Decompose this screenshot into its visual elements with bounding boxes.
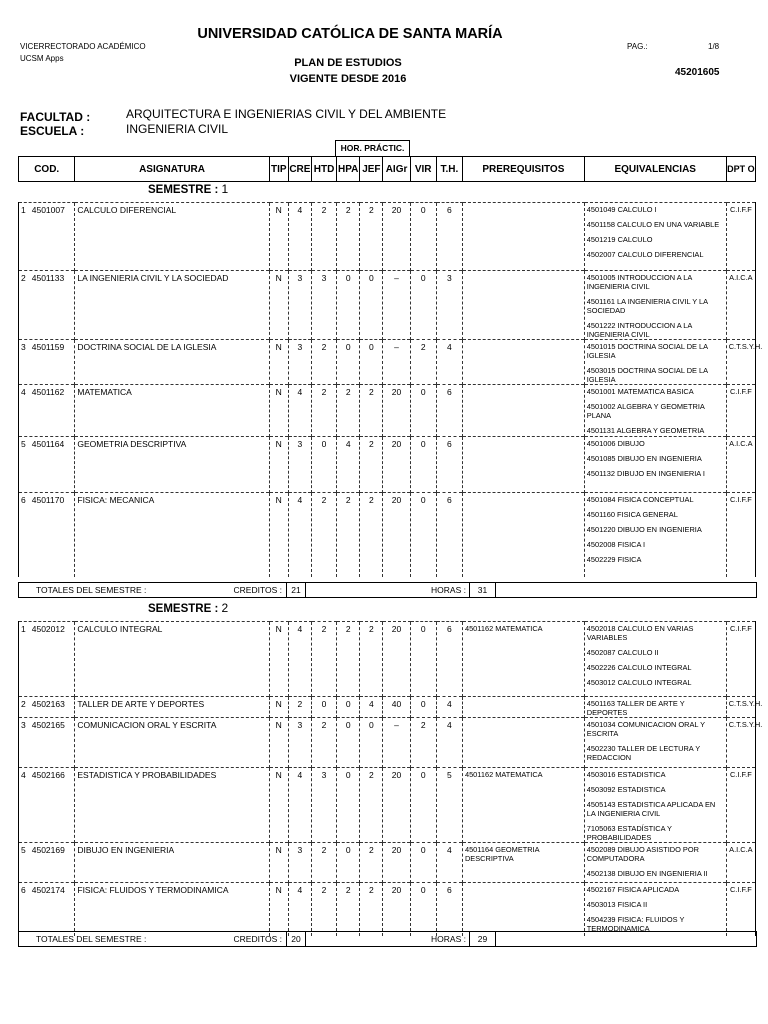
col-cod: COD. [19,157,75,182]
equivalencia-item: 4502018 CALCULO EN VARIAS VARIABLES [586,624,694,642]
cell-th: 5 [436,768,462,843]
course-code-cell [19,203,75,271]
cell-cre: 4 [288,768,311,843]
cell-dpto: C.I.F.F [726,622,755,697]
cell-htd: 2 [311,493,336,577]
cell-hpa: 2 [337,622,360,697]
col-hpa: HPA [337,157,360,182]
cell-dpto: C.T.S.Y.H. [726,718,755,768]
cell-aigr: 20 [383,843,410,883]
cell-pre: 4501164 GEOMETRIA DESCRIPTIVA [462,843,584,883]
equivalencia-item: 4501085 DIBUJO EN INGENIERIA [586,454,702,463]
cell-hpa: 2 [337,203,360,271]
course-code: 4501162 [31,387,65,397]
col-asignatura: ASIGNATURA [75,157,269,182]
row-number: 3 [21,720,26,730]
col-cre: CRE [288,157,311,182]
cell-aigr: 20 [383,493,410,577]
cell-th: 4 [436,843,462,883]
cell-tip: N [269,697,288,718]
course-code-cell [19,493,75,577]
cell-cre: 3 [288,340,311,385]
cell-jef: 2 [360,493,383,577]
cell-htd: 2 [311,203,336,271]
plan-code: 45201605 [675,67,720,78]
equivalencias-cell [584,203,726,271]
course-row [19,340,756,385]
cell-tip: N [269,768,288,843]
hor-practic-header: HOR. PRÁCTIC. [335,140,410,156]
cell-dpto: A.I.C.A [726,843,755,883]
cell-vir: 0 [410,622,436,697]
equivalencia-item: 4501158 CALCULO EN UNA VARIABLE [586,220,720,229]
cell-cre: 4 [288,493,311,577]
course-code-cell [19,883,75,936]
cell-vir: 2 [410,340,436,385]
equivalencia-item: 4501034 COMUNICACION ORAL Y ESCRITA [586,720,705,738]
cell-cre: 3 [288,437,311,493]
row-number: 4 [21,387,26,397]
course-code: 4501007 [31,205,65,215]
equivalencia-item: 4501220 DIBUJO EN INGENIERIA [586,525,702,534]
equivalencia-item: 4501132 DIBUJO EN INGENIERIA I [586,469,705,478]
equivalencias-cell [584,271,726,340]
semester-label: SEMESTRE : [148,184,219,196]
horas-label: HORAS : [306,583,470,598]
cell-aigr: – [383,271,410,340]
row-number: 4 [21,770,26,780]
cell-dpto: C.T.S.Y.H. [726,697,755,718]
cell-tip: N [269,271,288,340]
cell-cre: 4 [288,622,311,697]
course-code-cell [19,843,75,883]
semester-number: 1 [221,182,229,196]
horas-value: 31 [470,583,496,598]
facultad-label: FACULTAD : [20,110,91,124]
cell-name: MATEMATICA [75,385,269,437]
col-tip: TIP [269,157,288,182]
course-row [19,883,756,936]
row-number: 2 [21,699,26,709]
cell-dpto: C.I.F.F [726,203,755,271]
course-code: 4501159 [31,342,65,352]
cell-tip: N [269,340,288,385]
cell-cre: 4 [288,883,311,936]
row-number: 5 [21,439,26,449]
page-number: 1/8 [708,42,720,51]
equivalencia-item: 4501163 TALLER DE ARTE Y DEPORTES [586,699,685,717]
equivalencia-item: 4501002 ALGEBRA Y GEOMETRIA PLANA [586,402,705,420]
row-number: 6 [21,495,26,505]
cell-dpto: A.I.C.A [726,437,755,493]
cell-th: 4 [436,340,462,385]
equivalencia-item: 4505143 ESTADISTICA APLICADA EN LA INGENIERIA CIVIL [586,800,716,818]
cell-jef: 2 [360,843,383,883]
cell-pre [462,340,584,385]
cell-vir: 0 [410,385,436,437]
cell-jef: 4 [360,697,383,718]
cell-dpto: C.I.F.F [726,493,755,577]
cell-tip: N [269,437,288,493]
cell-hpa: 0 [337,271,360,340]
cell-vir: 0 [410,437,436,493]
cell-htd: 2 [311,718,336,768]
cell-aigr: – [383,718,410,768]
cell-jef: 2 [360,385,383,437]
row-number: 6 [21,885,26,895]
course-row [19,843,756,883]
col-equivalencias: EQUIVALENCIAS [584,157,726,182]
course-row [19,493,756,577]
equivalencias-cell [584,768,726,843]
cell-tip: N [269,718,288,768]
cell-th: 6 [436,883,462,936]
cell-pre [462,883,584,936]
equivalencia-item: 4503015 DOCTRINA SOCIAL DE LA IGLESIA [586,366,708,384]
col-htd: HTD [311,157,336,182]
totals-label: TOTALES DEL SEMESTRE : [36,585,147,595]
cell-cre: 3 [288,718,311,768]
col-th: T.H. [436,157,462,182]
equivalencias-cell [584,493,726,577]
cell-pre: 4501162 MATEMATICA [462,622,584,697]
cell-name: TALLER DE ARTE Y DEPORTES [75,697,269,718]
cell-vir: 0 [410,271,436,340]
cell-vir: 0 [410,883,436,936]
equivalencia-item: 4502229 FISICA [586,555,642,564]
course-code-cell [19,768,75,843]
cell-aigr: 40 [383,697,410,718]
cell-cre: 2 [288,697,311,718]
equivalencia-item: 4502087 CALCULO II [586,648,659,657]
equivalencia-item: 4501049 CALCULO I [586,205,657,214]
equivalencia-item: 4501161 LA INGENIERIA CIVIL Y LA SOCIEDAD [586,297,708,315]
cell-vir: 0 [410,768,436,843]
escuela-value: INGENIERIA CIVIL [126,122,229,136]
course-row [19,385,756,437]
course-code-cell [19,718,75,768]
cell-dpto: C.I.F.F [726,768,755,843]
course-code: 4502169 [31,845,65,855]
equivalencias-cell [584,622,726,697]
cell-tip: N [269,385,288,437]
course-row [19,437,756,493]
cell-tip: N [269,622,288,697]
row-number: 5 [21,845,26,855]
cell-pre [462,718,584,768]
cell-htd: 0 [311,437,336,493]
horas-label: HORAS : [306,932,470,947]
cell-aigr: 20 [383,203,410,271]
semester-totals [18,582,757,598]
course-code: 4502012 [31,624,65,634]
cell-vir: 0 [410,203,436,271]
column-header [18,156,756,182]
equivalencia-item: 4502008 FISICA I [586,540,646,549]
cell-jef: 2 [360,883,383,936]
cell-name: GEOMETRIA DESCRIPTIVA [75,437,269,493]
cell-hpa: 0 [337,340,360,385]
semester-heading [148,601,228,615]
cell-hpa: 2 [337,493,360,577]
cell-cre: 4 [288,385,311,437]
cell-name: DOCTRINA SOCIAL DE LA IGLESIA [75,340,269,385]
cell-htd: 2 [311,843,336,883]
course-code: 4502174 [31,885,65,895]
escuela-label: ESCUELA : [20,124,85,138]
cell-dpto: C.T.S.Y.H. [726,340,755,385]
equivalencia-item: 4501006 DIBUJO [586,439,645,448]
cell-th: 3 [436,271,462,340]
creditos-value: 20 [287,932,306,947]
cell-name: CALCULO DIFERENCIAL [75,203,269,271]
cell-jef: 2 [360,437,383,493]
equivalencia-item: 4504239 FISICA: FLUIDOS Y TERMODINAMICA [586,915,685,933]
equivalencia-item: 7105063 ESTADÍSTICA Y PROBABILIDADES [586,824,672,842]
equivalencia-item: 4501015 DOCTRINA SOCIAL DE LA IGLESIA [586,342,708,360]
cell-hpa: 0 [337,768,360,843]
course-code: 4502163 [31,699,65,709]
vice-rectorate: VICERRECTORADO ACADÉMICO [20,42,146,51]
course-code: 4502166 [31,770,65,780]
cell-aigr: – [383,340,410,385]
row-number: 2 [21,273,26,283]
cell-cre: 4 [288,203,311,271]
equivalencias-cell [584,883,726,936]
equivalencia-item: 4503092 ESTADISTICA [586,785,666,794]
cell-hpa: 0 [337,843,360,883]
cell-aigr: 20 [383,437,410,493]
cell-hpa: 2 [337,385,360,437]
cell-dpto: C.I.F.F [726,883,755,936]
row-number: 1 [21,205,26,215]
vigente-title: VIGENTE DESDE 2016 [289,73,407,85]
equivalencias-cell [584,437,726,493]
cell-th: 6 [436,203,462,271]
equivalencias-cell [584,718,726,768]
cell-tip: N [269,493,288,577]
cell-name: LA INGENIERIA CIVIL Y LA SOCIEDAD [75,271,269,340]
cell-hpa: 2 [337,883,360,936]
cell-htd: 2 [311,622,336,697]
col-aigr: AIGr [383,157,410,182]
university-title: UNIVERSIDAD CATÓLICA DE SANTA MARÍA [197,26,503,42]
equivalencia-item: 4501005 INTRODUCCION A LA INGENIERIA CIVIL [586,273,692,291]
cell-name: COMUNICACION ORAL Y ESCRITA [75,718,269,768]
facultad-value: ARQUITECTURA E INGENIERIAS CIVIL Y DEL AMBIENTE [126,107,447,121]
cell-th: 6 [436,493,462,577]
totals-blank [496,583,757,598]
equivalencia-item: 4502007 CALCULO DIFERENCIAL [586,250,704,259]
cell-pre [462,385,584,437]
creditos-value: 21 [287,583,306,598]
cell-cre: 3 [288,843,311,883]
course-row [19,622,756,697]
course-row [19,697,756,718]
equivalencias-cell [584,385,726,437]
equivalencia-item: 4501160 FISICA GENERAL [586,510,678,519]
totals-label-cell [19,583,287,598]
cell-name: FISICA: MECANICA [75,493,269,577]
cell-pre [462,203,584,271]
cell-pre [462,437,584,493]
cell-th: 4 [436,718,462,768]
apps-label: UCSM Apps [20,54,64,63]
cell-pre: 4501162 MATEMATICA [462,768,584,843]
equivalencia-item: 4503012 CALCULO INTEGRAL [586,678,692,687]
semester-totals [18,931,757,947]
row-number: 3 [21,342,26,352]
cell-name: FISICA: FLUIDOS Y TERMODINAMICA [75,883,269,936]
course-code: 4501164 [31,439,65,449]
col-dpto: DPT O [726,157,755,182]
semester-label: SEMESTRE : [148,603,219,615]
cell-jef: 0 [360,340,383,385]
cell-vir: 0 [410,493,436,577]
cell-tip: N [269,883,288,936]
cell-th: 6 [436,437,462,493]
equivalencia-item: 4503013 FISICA II [586,900,648,909]
cell-th: 4 [436,697,462,718]
cell-pre [462,271,584,340]
cell-jef: 2 [360,768,383,843]
equivalencia-item: 4502167 FISICA APLICADA [586,885,680,894]
cell-htd: 0 [311,697,336,718]
cell-name: CALCULO INTEGRAL [75,622,269,697]
equivalencia-item: 4503016 ESTADISTICA [586,770,666,779]
equivalencia-item: 4502138 DIBUJO EN INGENIERIA II [586,869,708,878]
course-table [18,202,763,577]
course-row [19,203,756,271]
totals-label-cell [19,932,287,947]
equivalencia-item: 4502226 CALCULO INTEGRAL [586,663,692,672]
cell-jef: 0 [360,271,383,340]
cell-pre [462,697,584,718]
course-code-cell [19,437,75,493]
equivalencia-item: 4501001 MATEMATICA BASICA [586,387,694,396]
cell-htd: 2 [311,340,336,385]
course-code-cell [19,340,75,385]
equivalencia-item: 4501131 ALGEBRA Y GEOMETRIA [586,426,705,435]
cell-jef: 2 [360,622,383,697]
cell-hpa: 4 [337,437,360,493]
cell-pre [462,493,584,577]
page-label: PAG.: [627,42,648,51]
course-code: 4501170 [31,495,65,505]
cell-aigr: 20 [383,883,410,936]
course-code-cell [19,697,75,718]
cell-aigr: 20 [383,385,410,437]
course-code: 4501133 [31,273,65,283]
horas-value: 29 [470,932,496,947]
course-code-cell [19,385,75,437]
cell-jef: 2 [360,203,383,271]
equivalencia-item: 4501084 FISICA CONCEPTUAL [586,495,694,504]
cell-aigr: 20 [383,622,410,697]
row-number: 1 [21,624,26,634]
cell-vir: 2 [410,718,436,768]
creditos-label: CREDITOS : [233,585,282,595]
cell-aigr: 20 [383,768,410,843]
course-code: 4502165 [31,720,65,730]
course-code-cell [19,271,75,340]
cell-htd: 3 [311,271,336,340]
creditos-label: CREDITOS : [233,934,282,944]
totals-blank [496,932,757,947]
equivalencias-cell [584,340,726,385]
cell-htd: 2 [311,883,336,936]
cell-hpa: 0 [337,697,360,718]
equivalencias-cell [584,697,726,718]
equivalencia-item: 4502089 DIBUJO ASISTIDO POR COMPUTADORA [586,845,699,863]
cell-tip: N [269,843,288,883]
cell-htd: 3 [311,768,336,843]
equivalencia-item: 4502230 TALLER DE LECTURA Y REDACCION [586,744,701,762]
course-row [19,768,756,843]
cell-jef: 0 [360,718,383,768]
cell-hpa: 0 [337,718,360,768]
equivalencia-item: 4501222 INTRODUCCION A LA INGENIERIA CIVIL [586,321,692,339]
equivalencias-cell [584,843,726,883]
cell-th: 6 [436,622,462,697]
totals-label: TOTALES DEL SEMESTRE : [36,934,147,944]
cell-name: ESTADISTICA Y PROBABILIDADES [75,768,269,843]
cell-dpto: A.I.C.A [726,271,755,340]
plan-title: PLAN DE ESTUDIOS [294,57,402,69]
cell-htd: 2 [311,385,336,437]
cell-vir: 0 [410,843,436,883]
cell-name: DIBUJO EN INGENIERIA [75,843,269,883]
cell-cre: 3 [288,271,311,340]
cell-dpto: C.I.F.F [726,385,755,437]
course-table [18,621,763,936]
col-vir: VIR [410,157,436,182]
semester-heading [148,182,228,196]
course-row [19,271,756,340]
cell-th: 6 [436,385,462,437]
cell-vir: 0 [410,697,436,718]
course-row [19,718,756,768]
course-code-cell [19,622,75,697]
cell-tip: N [269,203,288,271]
semester-number: 2 [221,601,229,615]
equivalencia-item: 4501219 CALCULO [586,235,653,244]
col-prerequisitos: PREREQUISITOS [462,157,584,182]
col-jef: JEF [360,157,383,182]
